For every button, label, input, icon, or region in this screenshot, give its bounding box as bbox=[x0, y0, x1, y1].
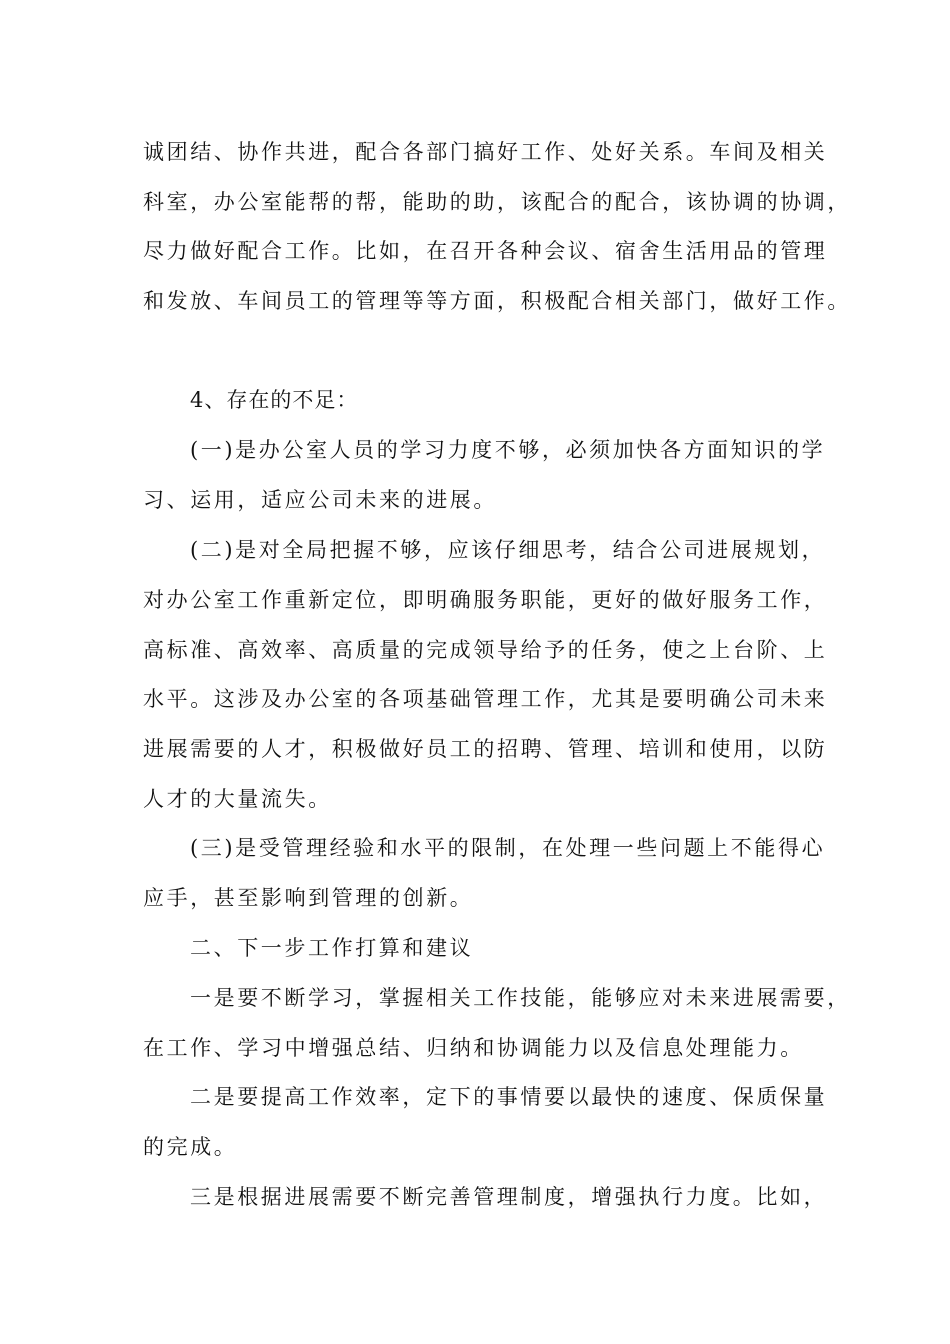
paragraph-line: (三)是受管理经验和水平的限制，在处理一些问题上不能得心 bbox=[190, 836, 826, 860]
section-heading: 二、下一步工作打算和建议 bbox=[190, 936, 474, 960]
paragraph-line: 对办公室工作重新定位，即明确服务职能，更好的做好服务工作， bbox=[143, 588, 828, 612]
paragraph-line: 在工作、学习中增强总结、归纳和协调能力以及信息处理能力。 bbox=[143, 1036, 804, 1060]
paragraph-line: 的完成。 bbox=[143, 1135, 238, 1159]
paragraph-line: 三是根据进展需要不断完善管理制度，增强执行力度。比如， bbox=[190, 1185, 828, 1209]
paragraph-line: 和发放、车间员工的管理等等方面，积极配合相关部门，做好工作。 bbox=[143, 289, 851, 313]
paragraph-line: 水平。这涉及办公室的各项基础管理工作，尤其是要明确公司未来 bbox=[143, 687, 828, 711]
paragraph-line: 高标准、高效率、高质量的完成领导给予的任务，使之上台阶、上 bbox=[143, 638, 828, 662]
paragraph-line: 应手，甚至影响到管理的创新。 bbox=[143, 886, 474, 910]
paragraph-line: (二)是对全局把握不够，应该仔细思考，结合公司进展规划， bbox=[190, 538, 826, 562]
paragraph-line: (一)是办公室人员的学习力度不够，必须加快各方面知识的学 bbox=[190, 438, 826, 462]
paragraph-line: 一是要不断学习，掌握相关工作技能，能够应对未来进展需要， bbox=[190, 986, 851, 1010]
paragraph-line: 诚团结、协作共进，配合各部门搞好工作、处好关系。车间及相关 bbox=[143, 140, 828, 164]
paragraph-line: 进展需要的人才，积极做好员工的招聘、管理、培训和使用，以防 bbox=[143, 737, 828, 761]
section-heading: 4、存在的不足： bbox=[190, 388, 359, 412]
paragraph-line: 习、运用，适应公司未来的进展。 bbox=[143, 488, 497, 512]
paragraph-line: 二是要提高工作效率，定下的事情要以最快的速度、保质保量 bbox=[190, 1085, 828, 1109]
paragraph-line: 尽力做好配合工作。比如，在召开各种会议、宿舍生活用品的管理 bbox=[143, 239, 828, 263]
paragraph-line: 人才的大量流失。 bbox=[143, 787, 332, 811]
paragraph-line: 科室，办公室能帮的帮，能助的助，该配合的配合，该协调的协调， bbox=[143, 190, 851, 214]
